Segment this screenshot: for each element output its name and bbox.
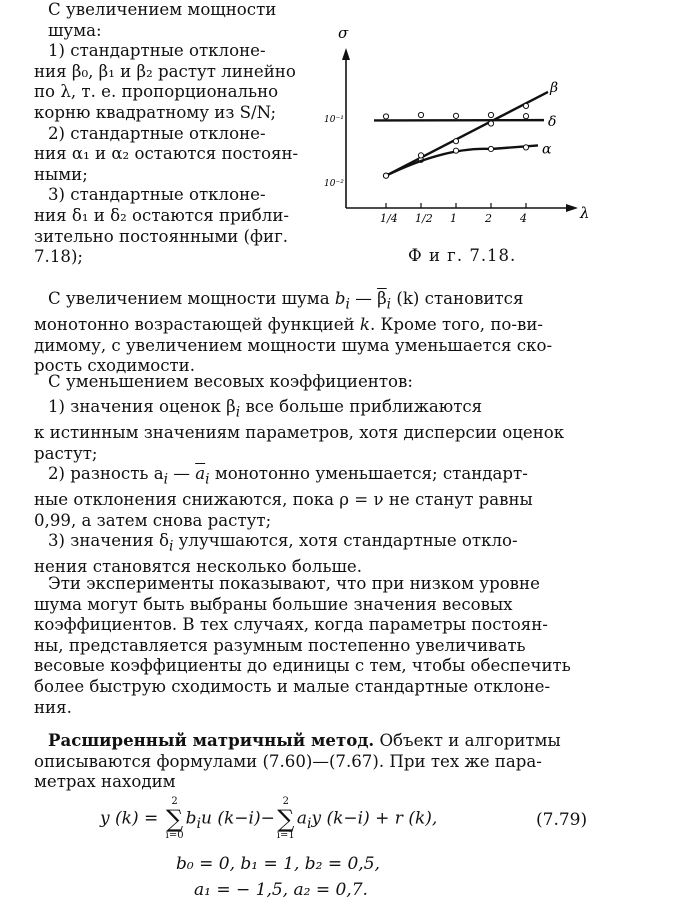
x-axis-arrow [566,204,578,212]
text-line: 2) стандартные отклоне- [48,123,266,143]
symbol-k: k [359,314,370,334]
sum-sign: 2 ∑ i=0 [165,796,184,841]
text-line: ными; [34,164,88,184]
x-tick-label: 2 [485,212,492,225]
text: к истинным значениям параметров, хотя дисперсии оценок [34,422,565,442]
text-line: 1) стандартные отклоне- [48,41,266,61]
text: улучшаются, хотя стандартные откло- [173,531,518,550]
equation-number: (7.79) [536,810,588,830]
paragraph-noise-effect: С увеличением мощности шума $b_i$ — $\overline{\beta}_i$ (k) становится монотонно возрастающей функцией k. Кроме того, по-ви- димому, с увеличением мощности шума уменьшается ско- рость сходимости. [34,289,553,376]
text: димому, с увеличением мощности шума уменьшается ско- [34,335,553,355]
text: монотонно уменьшается; стандарт- [209,464,528,483]
text: растут; [34,443,98,463]
text: ны, представляется разумным постепенно увеличивать [34,635,526,655]
text: С увеличением мощности шума [48,289,335,308]
text: ния. [34,697,72,717]
term-u: u (k−i)− [201,808,275,829]
sum-lower: i=0 [165,830,184,841]
x-tick-label: 1/2 [415,212,433,225]
section-heading: Расширенный матричный метод. [48,730,375,750]
text: Эти эксперименты показывают, что при низком уровне [48,574,540,593]
text-line: по λ, т. е. пропорционально [34,82,279,102]
term-b: b [185,808,197,829]
series-label: β [550,79,559,96]
text: — [168,464,196,483]
figure-7-18 [326,8,594,276]
symbol-a-bar: $\overline{a}$ [195,464,206,483]
noise-paragraph [34,0,322,268]
text-line: 7.18); [34,247,84,267]
text-line: ния δ₁ и δ₂ остаются прибли- [34,205,289,225]
text: . Кроме того, по-ви- [369,314,544,334]
paragraph-item-1: 1) значения оценок $\beta_i$ все больше приближаются к истинным значениям параметров, хотя дисперсии оценок растут; [34,397,565,463]
equation-params-b: b₀ = 0, b₁ = 1, b₂ = 0,5, [176,854,380,874]
equation-params-a: a₁ = − 1,5, a₂ = 0,7. [194,880,368,900]
series-group [374,80,558,178]
sum-upper: 2 [282,796,290,807]
text: 0,99, а затем снова растут; [34,510,272,530]
text-line: ния β₀, β₁ и β₂ растут линейно [34,61,296,81]
text-line: ния α₁ и α₂ остаются постоян- [34,144,299,164]
series-label: α [542,141,552,158]
sum-upper: 2 [171,796,178,807]
symbol-beta-bar: $\overline{\beta}$ [377,289,387,308]
x-axis-label: λ [580,204,590,222]
text: 2) разность a [48,464,164,483]
y-tick-label: 10⁻² [324,179,344,189]
paragraph-weights: С уменьшением весовых коэффициентов: [48,372,413,391]
text: все больше приближаются [240,397,483,416]
x-ticks [380,203,527,225]
text: (k) становится [391,289,524,308]
data-point [453,148,458,153]
equation-7-79: y (k) = 2 ∑ i=0 $b_iu$ (k−i)− 2 ∑ i=1 $a_iy$ (k−i) + r (k), (7.79) [100,796,588,841]
data-point [418,153,423,158]
y-axis-arrow [342,48,350,60]
data-point [488,146,493,151]
paragraph-item-3: 3) значения $\delta_i$ улучшаются, хотя стандартные откло- нения становятся несколько больше. [34,531,518,576]
text: ные отклонения снижаются, пока ρ = ν не станут равны [34,489,533,509]
data-point [488,121,493,126]
series-line-alpha [386,145,538,175]
text: весовые коэффициенты до единицы с тем, чтобы обеспечить [34,656,571,676]
text-line: корню квадратному из S/N; [34,102,277,122]
data-point [418,112,423,117]
paragraph-conclusion [34,574,590,718]
text: описываются формулами (7.60)—(7.67). При тех же пара- [34,751,542,771]
x-tick-label: 4 [520,212,527,225]
text-line: 3) стандартные отклоне- [48,185,266,205]
text: более быструю сходимость и малые стандартные отклоне- [34,676,551,696]
data-point [383,173,388,178]
text: коэффициентов. В тех случаях, когда параметры постоян- [34,615,548,635]
paragraph-item-2: 2) разность $a_i$ — $\overline{a}_i$ монотонно уменьшается; стандарт- ные отклонения снижаются, пока ρ = ν не станут равны 0,99, а затем снова растут; [34,464,533,530]
text: — [349,289,378,308]
text-line: шума: [48,20,102,40]
data-point [523,114,528,119]
term-y: y (k−i) + r (k), [311,808,438,829]
data-point [383,114,388,119]
sum-sign: 2 ∑ i=1 [276,796,295,841]
left-column-text [34,0,322,268]
y-tick-label: 10⁻¹ [324,115,344,125]
series-label: δ [548,114,557,131]
data-point [523,145,528,150]
figure-caption: Ф и г. 7.18. [408,246,517,265]
y-axis-label: σ [338,24,349,42]
x-tick-label: 1 [450,212,457,225]
text: нения становятся несколько больше. [34,556,363,576]
text-line: зительно постоянными (фиг. [34,226,289,246]
x-tick-label: 1/4 [380,212,398,225]
text: шума могут быть выбраны большие значения весовых [34,594,513,614]
text: 3) значения δ [48,531,169,550]
sum-lower: i=1 [276,830,295,841]
data-point [523,103,528,108]
text: 1) значения оценок β [48,397,236,416]
text: монотонно возрастающей функцией [34,314,360,334]
equation-lhs: y (k) = [100,808,164,829]
paragraph-extended-matrix-method [34,730,590,793]
term-a: a [296,808,307,829]
data-point [453,113,458,118]
text-line: С увеличением мощности [48,0,277,19]
symbol-b: b [334,289,346,308]
text: Объект и алгоритмы [374,731,561,750]
text: рость сходимости. [34,356,196,376]
data-point [488,112,493,117]
data-point [453,139,458,144]
text: метрах находим [34,772,176,792]
